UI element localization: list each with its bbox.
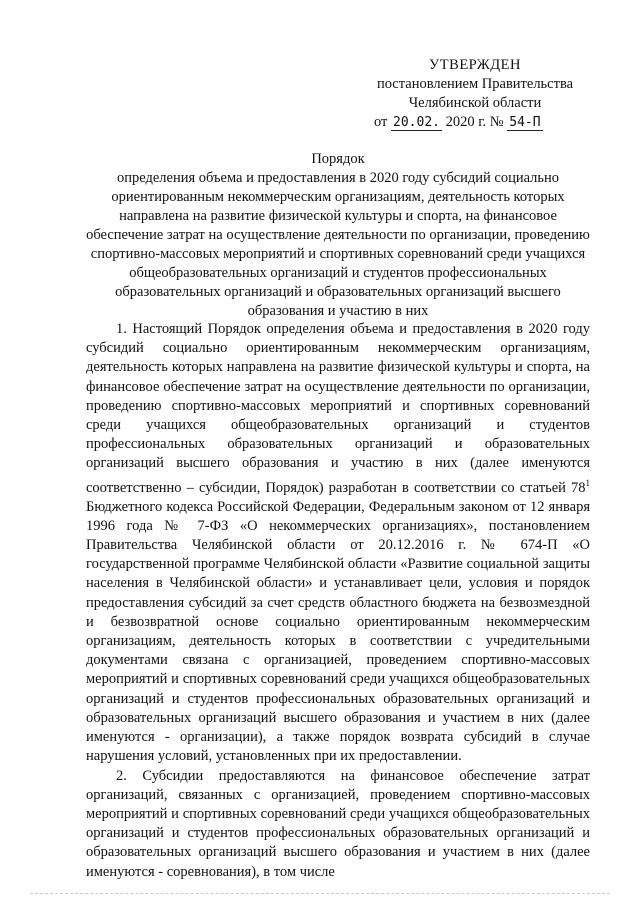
approval-date-line xyxy=(360,113,590,132)
approval-line-2: Челябинской области xyxy=(408,95,542,111)
date-year: 2020 г. № xyxy=(445,114,504,130)
article-superscript: 1 xyxy=(585,477,590,488)
paragraph-1-continued: Бюджетного кодекса Российской Федерации, Федеральным законом от 12 января 1996 года № 7-ФЗ «О некоммерческих организациях», постановлением Правительства Челябинской области от 20.12.2016 г. № 674-П «О государственной программе Челябинской области «Развитие социальной защиты населения в Челябинской области» и устанавливает цели, условия и порядок предоставления субсидий за счет средств областного бюджета на безвозмездной и безвозвратной основе социально ориентированным некоммерческим организациям, деятельность которых в соответствии с учредительными документами связана с организацией, проведением спортивно-массовых мероприятий и спортивных соревнований среди учащихся общеобразовательных организаций и студентов профессиональных образовательных организаций и образовательных организаций высшего образования и участием в них (далее именуются - организации), а также порядок возврата субсидий в случае нарушения условий, установленных при их предоставлении. xyxy=(86,498,590,765)
paragraph-1-text: 1. Настоящий Порядок определения объема и предоставления в 2020 году субсидий социально ориентированным некоммерческим организациям, деятельность которых направлена на развитие физической культуры и спорта, на финансовое обеспечение затрат на осуществление деятельности по организации, проведению спортивно-массовых мероприятий и спортивных соревнований среди учащихся общеобразовательных организаций и студентов профессиональных образовательных организаций и образовательных организаций высшего образования и участию в них (далее именуются соответственно – субсидии, Порядок) разработан в соответствии со статьей 78 xyxy=(86,321,590,496)
paragraph-2: 2. Субсидии предоставляются на финансовое обеспечение затрат организаций, связанных с организацией, проведением спортивно-массовых мероприятий и спортивных соревнований среди учащихся общеобразовательных организаций и студентов профессиональных образовательных организаций и образовательных организаций высшего образования и участием в них (далее именуются - соревнования), в том числе xyxy=(86,767,590,880)
document-body xyxy=(86,320,590,882)
title-word: Порядок xyxy=(311,151,365,167)
page-bottom-edge xyxy=(30,893,610,894)
approval-line-1: постановлением Правительства xyxy=(376,76,574,92)
date-value: 20.02. xyxy=(393,115,440,130)
document-title xyxy=(86,150,590,321)
paragraph-1 xyxy=(86,320,590,767)
date-prefix: от xyxy=(374,114,388,130)
title-text: определения объема и предоставления в 2020 году субсидий социально ориентированным некоммерческим организациям, деятельность которых направлена на развитие физической культуры и спорта, на финансовое обеспечение затрат на осуществление деятельности по организации, проведению спортивно-массовых мероприятий и спортивных соревнований среди учащихся общеобразовательных организаций и студентов профессиональных образовательных организаций и образовательных организаций высшего образования и участию в них xyxy=(86,170,590,319)
approval-block xyxy=(360,56,590,132)
decree-number: 54-П xyxy=(509,115,541,130)
approval-stamp: УТВЕРЖДЕН xyxy=(429,57,521,73)
